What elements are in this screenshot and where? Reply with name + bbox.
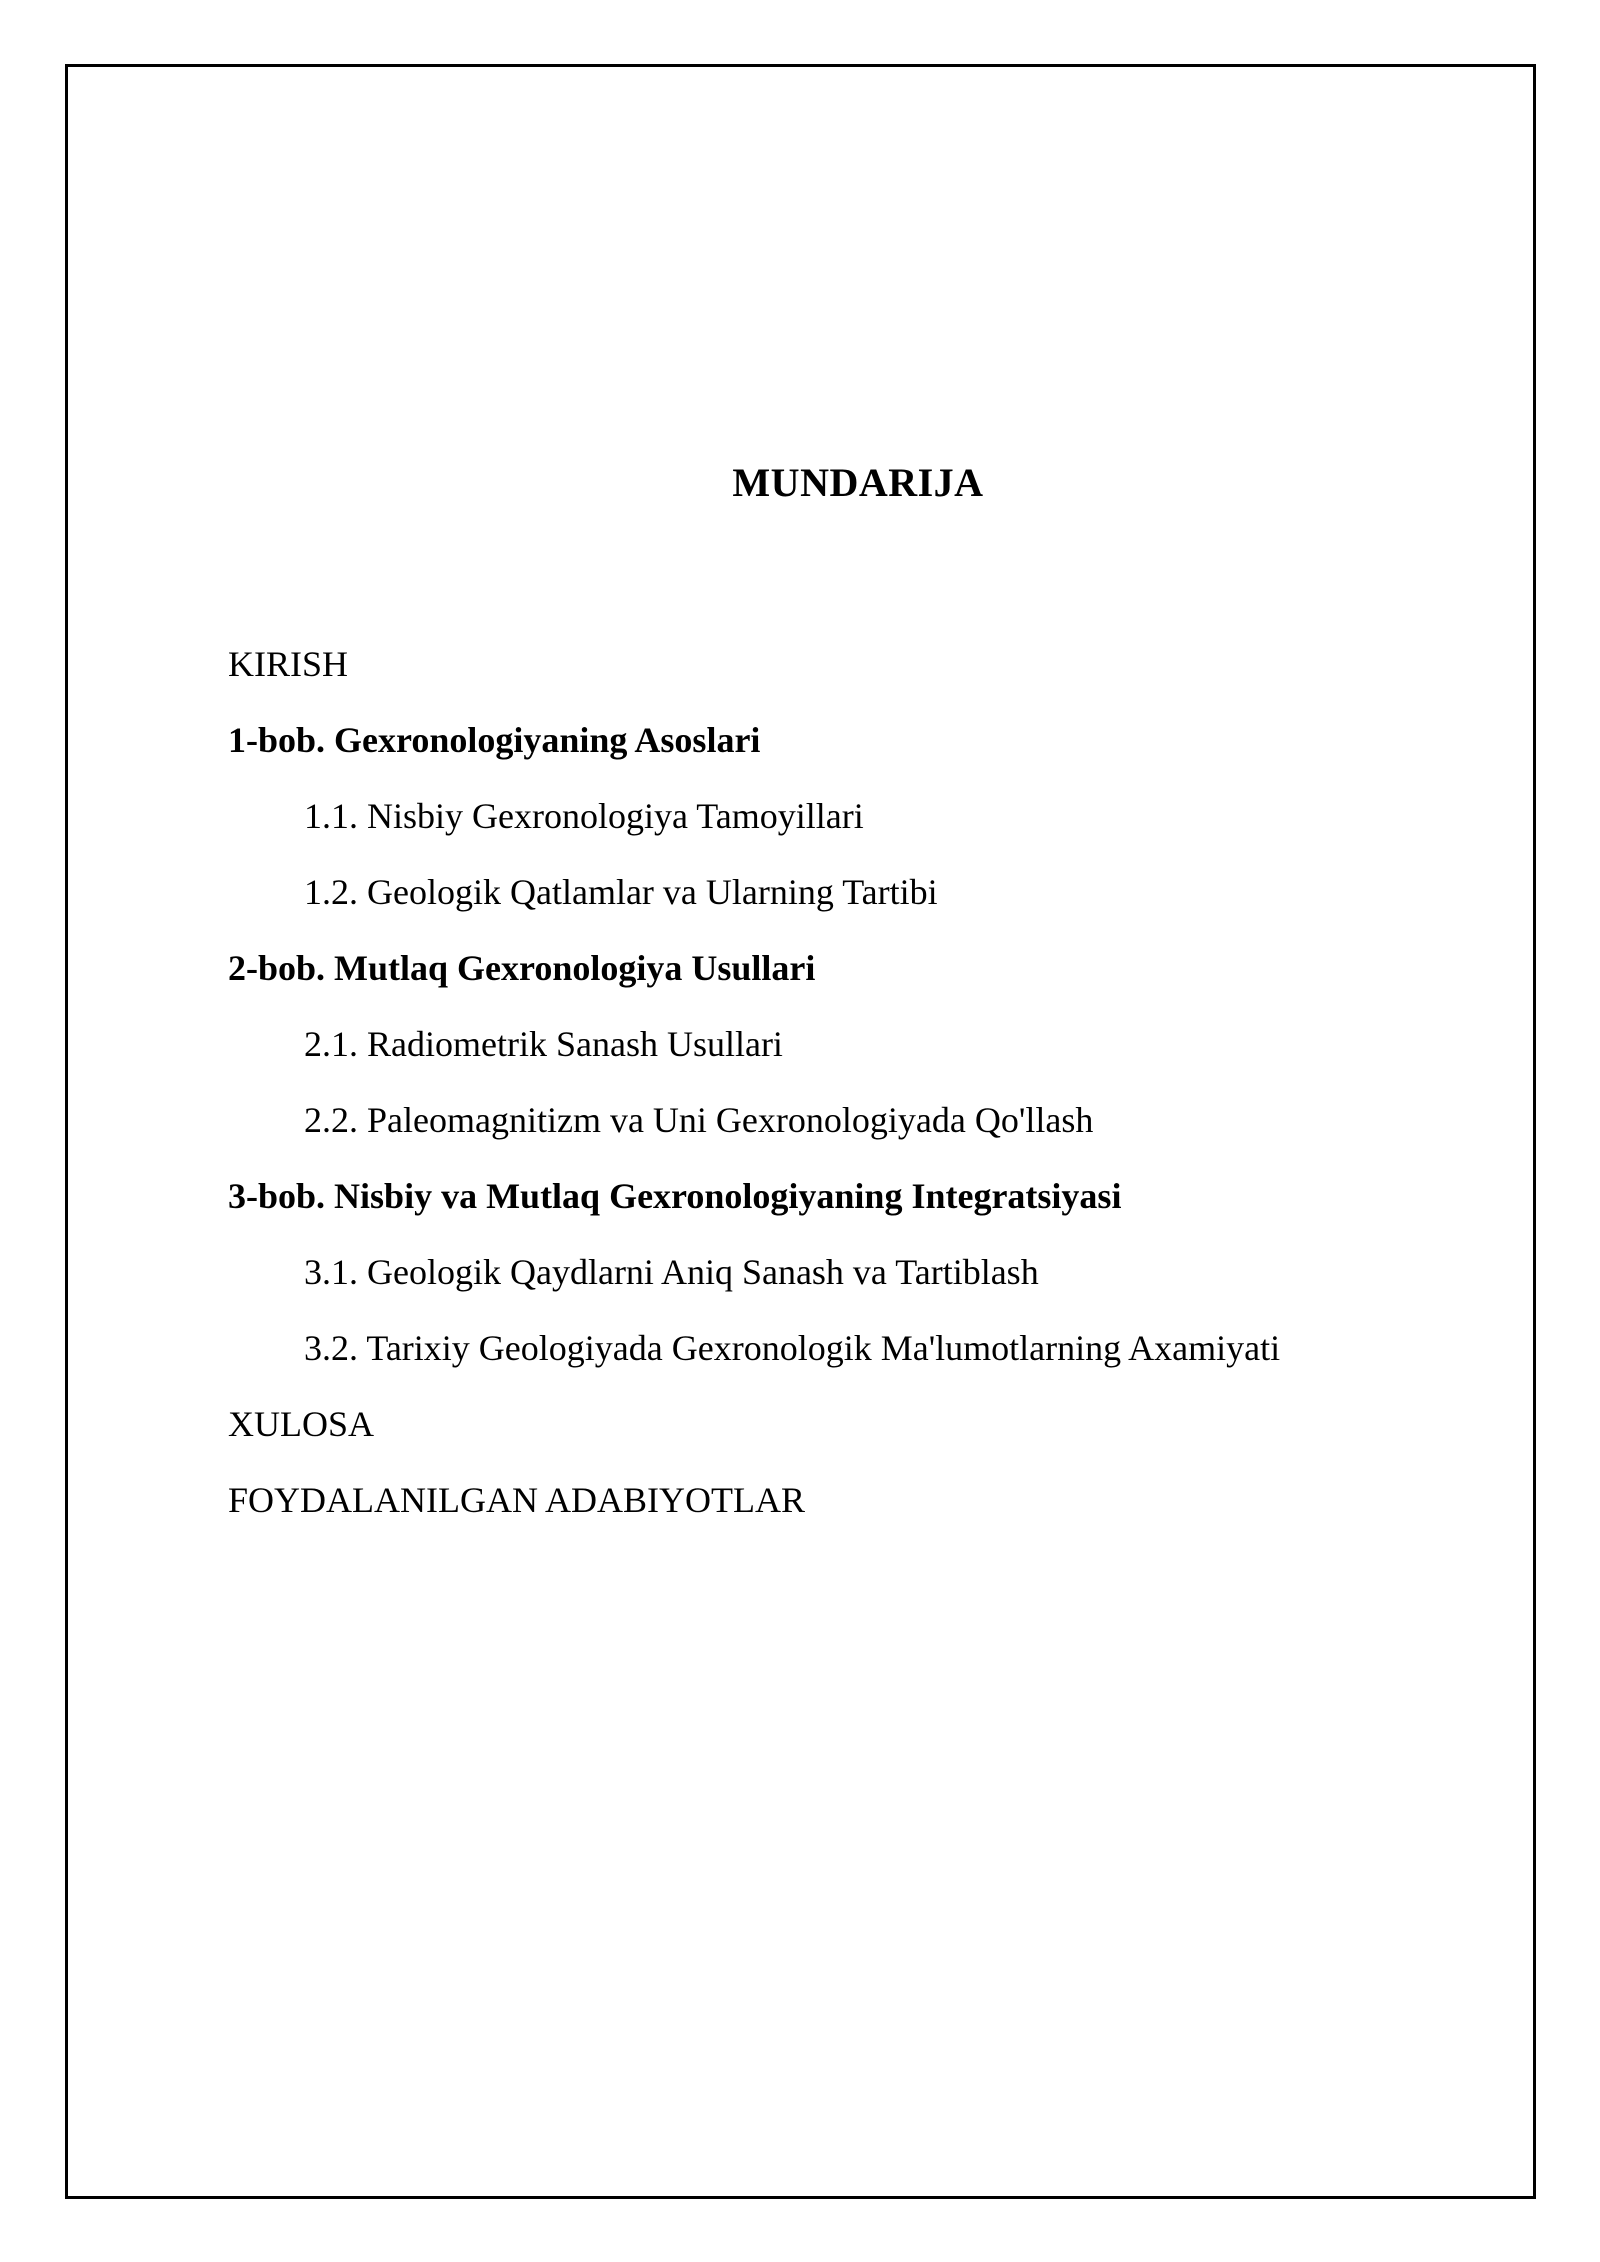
table-of-contents xyxy=(228,639,1280,1551)
toc-chapter-3: 3-bob. Nisbiy va Mutlaq Gexronologiyaning Integratsiyasi xyxy=(228,1176,1122,1216)
toc-section-3-1: 3.1. Geologik Qaydlarni Aniq Sanash va Tartiblash xyxy=(304,1252,1039,1292)
toc-chapter-2: 2-bob. Mutlaq Gexronologiya Usullari xyxy=(228,948,816,988)
toc-entry-conclusion: XULOSA xyxy=(228,1404,375,1444)
toc-section-1-2: 1.2. Geologik Qatlamlar va Ularning Tartibi xyxy=(304,872,938,912)
toc-section-2-2: 2.2. Paleomagnitizm va Uni Gexronologiyada Qo'llash xyxy=(304,1100,1094,1140)
toc-section-3-2: 3.2. Tarixiy Geologiyada Gexronologik Ma'lumotlarning Axamiyati xyxy=(304,1328,1281,1368)
toc-section-1-1: 1.1. Nisbiy Gexronologiya Tamoyillari xyxy=(304,796,864,836)
toc-chapter-1: 1-bob. Gexronologiyaning Asoslari xyxy=(228,720,761,760)
toc-section-2-1: 2.1. Radiometrik Sanash Usullari xyxy=(304,1024,783,1064)
page-title: MUNDARIJA xyxy=(732,460,984,505)
toc-entry-intro: KIRISH xyxy=(228,644,349,684)
toc-entry-references: FOYDALANILGAN ADABIYOTLAR xyxy=(228,1480,805,1520)
